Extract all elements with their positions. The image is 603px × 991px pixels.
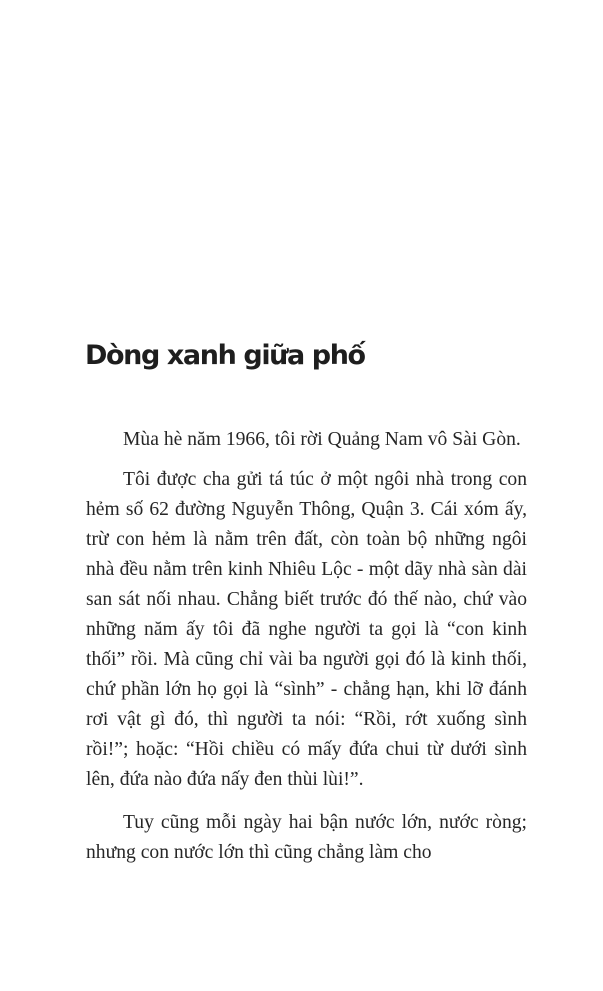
paragraph-1: Mùa hè năm 1966, tôi rời Quảng Nam vô Sài Gòn. [123, 429, 521, 450]
paragraph-3: Tuy cũng mỗi ngày hai bận nước lớn, nước ròng; nhưng con nước lớn thì cũng chẳng làm cho [86, 812, 527, 863]
chapter-body [86, 425, 527, 881]
chapter-title: Dòng xanh giữa phố [85, 340, 365, 371]
paragraph-2: Tôi được cha gửi tá túc ở một ngôi nhà trong con hẻm số 62 đường Nguyễn Thông, Quận 3. Cái xóm ấy, trừ con hẻm là nằm trên đất, còn toàn bộ những ngôi nhà đều nằm trên kinh Nhiêu Lộc - một dãy nhà sàn dài san sát nối nhau. Chẳng biết trước đó thế nào, chứ vào những năm ấy tôi đã nghe người ta gọi là “con kinh thối” rồi. Mà cũng chỉ vài ba người gọi đó là kinh thối, chứ phần lớn họ gọi là “sình” - chẳng hạn, khi lỡ đánh rơi vật gì đó, thì người ta nói: “Rồi, rớt xuống sình rồi!”; hoặc: “Hồi chiều có mấy đứa chui từ dưới sình lên, đứa nào đứa nấy đen thùi lùi!”. [86, 469, 527, 790]
